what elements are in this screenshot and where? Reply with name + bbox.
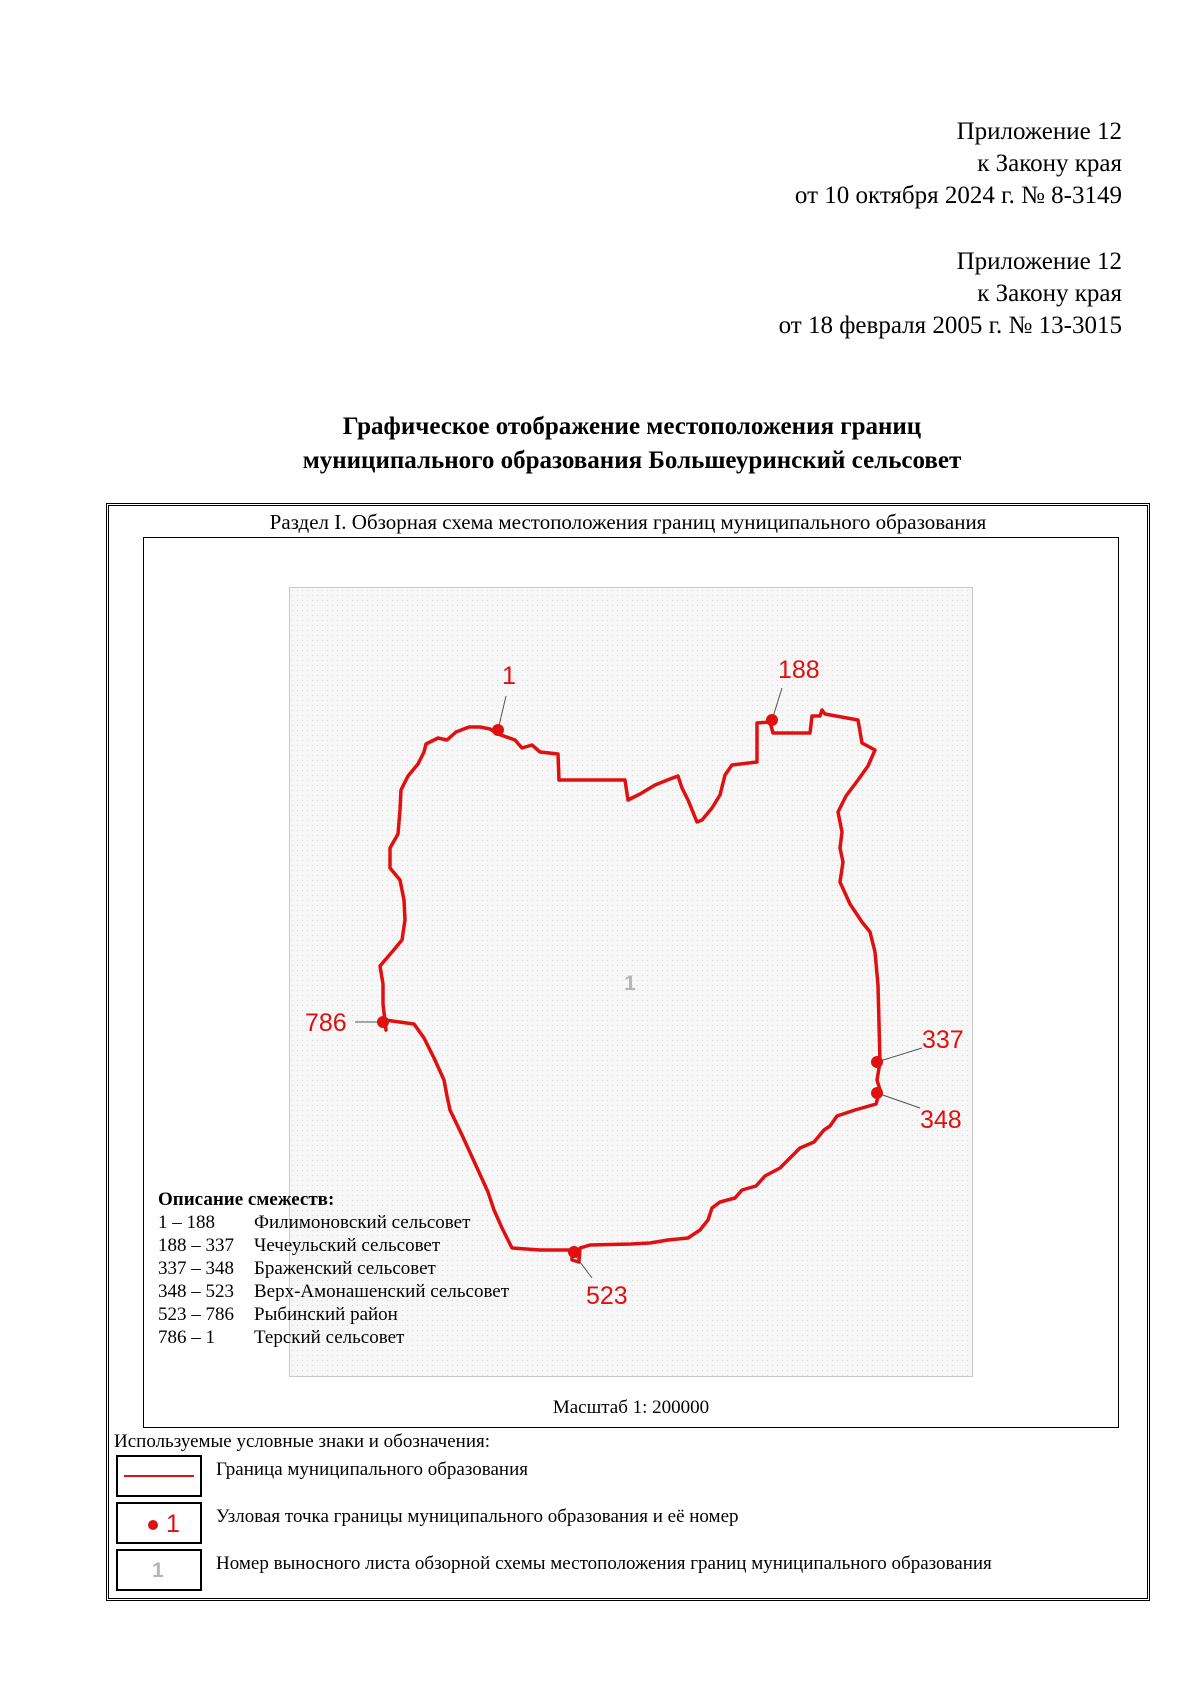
adjacency-row [158,1280,509,1303]
adjacency-range: 1 – 188 [158,1212,215,1233]
adjacency-row [158,1234,509,1257]
adjacency-range: 348 – 523 [158,1281,234,1302]
legend-sheet-symbol [116,1549,202,1591]
title-line: муниципального образования Большеуринский сельсовет [302,447,962,474]
adjacency-name: Чечеульский сельсовет [254,1235,441,1256]
boundary-line-icon [124,1475,194,1477]
adjacency-range: 786 – 1 [158,1327,215,1348]
adjacency-row [158,1257,509,1280]
legend-boundary-symbol [116,1455,202,1497]
adjacency-title: Описание смежеств: [158,1189,335,1210]
appendix-original [779,246,1122,342]
legend-sheet-text: Номер выносного листа обзорной схемы местоположения границ муниципального образования [216,1553,992,1574]
node-label-337: 337 [922,1026,964,1054]
appendix-line: к Закону края [977,280,1122,307]
adjacency-range: 188 – 337 [158,1235,234,1256]
adjacency-name: Рыбинский район [254,1304,398,1325]
legend-boundary-text: Граница муниципального образования [216,1459,528,1480]
adjacency-range: 523 – 786 [158,1304,234,1325]
adjacency-row [158,1303,509,1326]
appendix-current [795,116,1122,212]
node-dot-icon [148,1520,158,1530]
section-title: Раздел I. Обзорная схема местоположения границ муниципального образования [269,510,987,534]
adjacency-description [158,1188,509,1349]
legend-node-text: Узловая точка границы муниципального образования и её номер [216,1506,739,1527]
node-label-786: 786 [305,1009,347,1037]
legend-title: Используемые условные знаки и обозначения: [114,1431,491,1452]
node-label-523: 523 [586,1282,628,1310]
adjacency-name: Браженский сельсовет [254,1258,436,1279]
appendix-line: от 10 октября 2024 г. № 8-3149 [794,182,1122,209]
appendix-line: Приложение 12 [956,248,1122,275]
node-label-1: 1 [502,662,516,690]
title-line: Графическое отображение местоположения границ [342,413,922,440]
legend-node-symbol [116,1502,202,1544]
node-label-348: 348 [920,1106,962,1134]
adjacency-name: Верх-Амонашенский сельсовет [254,1281,510,1302]
legend-sheet-number: 1 [152,1559,164,1582]
adjacency-row [158,1326,509,1349]
document-title [0,410,1200,478]
adjacency-name: Филимоновский сельсовет [254,1212,471,1233]
adjacency-range: 337 – 348 [158,1258,234,1279]
node-label-188: 188 [778,656,820,684]
legend-node-number: 1 [166,1510,180,1538]
adjacency-name: Терский сельсовет [254,1327,405,1348]
appendix-line: Приложение 12 [956,118,1122,145]
sheet-number: 1 [624,972,636,995]
appendix-line: от 18 февраля 2005 г. № 13-3015 [778,312,1122,339]
map-scale: Масштаб 1: 200000 [552,1397,710,1418]
adjacency-row [158,1211,509,1234]
appendix-line: к Закону края [977,150,1122,177]
